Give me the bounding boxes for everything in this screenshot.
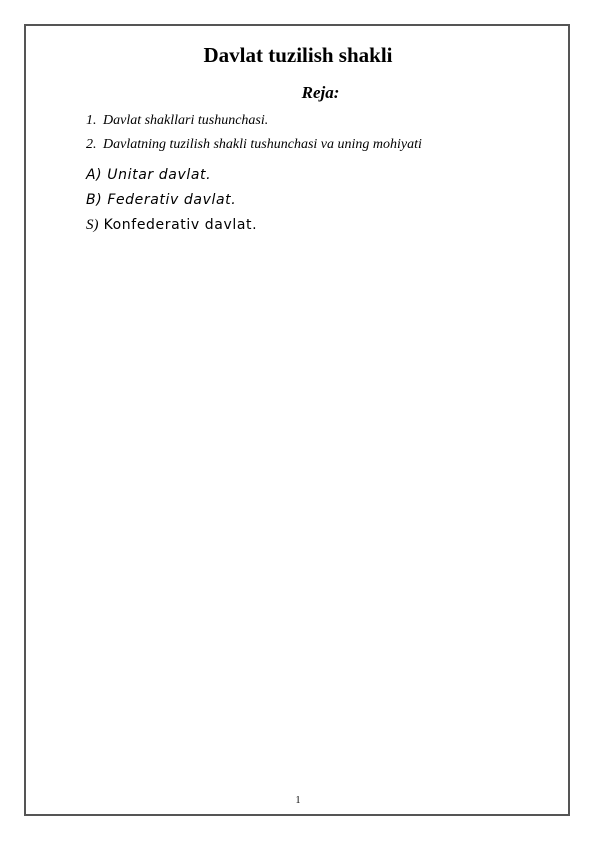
list-item (86, 112, 556, 136)
list-item-number: 1. (86, 113, 97, 128)
list-item-text: Davlat shakllari tushunchasi. (103, 113, 269, 128)
plan-heading: Reja: (301, 83, 340, 102)
list-item-number: 2. (86, 137, 97, 152)
subtype-item-unitar: A) Unitar davlat. (86, 167, 212, 183)
plan-list (86, 112, 556, 160)
list-item-text: Davlatning tuzilish shakli tushunchasi va uning mohiyati (103, 137, 422, 152)
subtype-item-federativ: B) Federativ davlat. (86, 192, 237, 208)
subtype-item-text: Konfederativ davlat. (103, 217, 258, 233)
document-title: Davlat tuzilish shakli (203, 43, 393, 67)
page-number: 1 (295, 795, 301, 806)
subtype-item-konfederativ (86, 216, 257, 241)
subtype-item-marker: S) (86, 217, 99, 233)
list-item (86, 136, 556, 160)
subtype-list (86, 166, 257, 241)
